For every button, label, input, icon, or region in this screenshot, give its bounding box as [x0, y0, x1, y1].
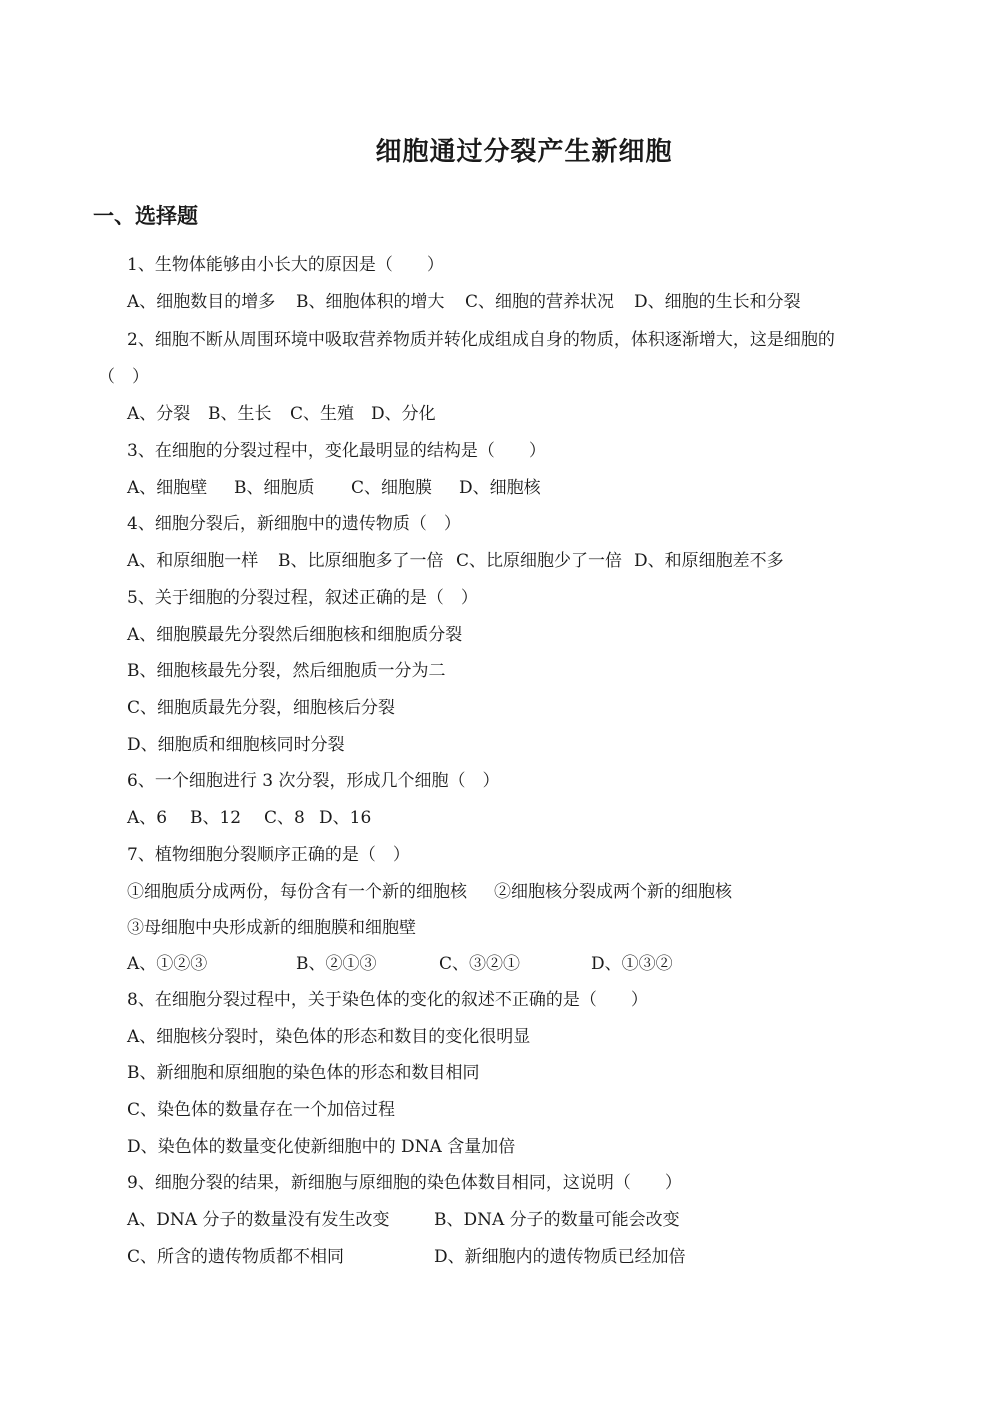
question-2-stem-continuation: （ ）: [98, 367, 149, 387]
question-2-option-a: A、分裂: [127, 404, 191, 424]
question-6-option-a: A、6: [127, 808, 168, 828]
question-2-option-c: C、生殖: [290, 404, 355, 424]
question-5-stem: 5、关于细胞的分裂过程，叙述正确的是（ ）: [127, 588, 478, 608]
question-7-option-d: D、①③②: [591, 954, 673, 974]
question-2-option-b: B、生长: [208, 404, 272, 424]
page-title: 细胞通过分裂产生新细胞: [375, 137, 673, 167]
question-7-statement-1: ①细胞质分成两份，每份含有一个新的细胞核: [127, 882, 467, 902]
question-3-option-d: D、细胞核: [459, 478, 541, 498]
question-5-option-a: A、细胞膜最先分裂然后细胞核和细胞质分裂: [127, 625, 463, 645]
question-1-option-d: D、细胞的生长和分裂: [634, 292, 801, 312]
question-8-option-b: B、新细胞和原细胞的染色体的形态和数目相同: [127, 1063, 480, 1083]
question-5-option-c: C、细胞质最先分裂，细胞核后分裂: [127, 698, 396, 718]
question-7-statement-3: ③母细胞中央形成新的细胞膜和细胞壁: [127, 918, 416, 938]
question-3-option-c: C、细胞膜: [351, 478, 433, 498]
question-2-stem: 2、细胞不断从周围环境中吸取营养物质并转化成组成自身的物质，体积逐渐增大，这是细胞的: [127, 330, 835, 350]
question-9-option-b: B、DNA 分子的数量可能会改变: [434, 1210, 680, 1230]
question-8-option-c: C、染色体的数量存在一个加倍过程: [127, 1100, 396, 1120]
question-4-stem: 4、细胞分裂后，新细胞中的遗传物质（ ）: [127, 514, 461, 534]
question-3-option-b: B、细胞质: [234, 478, 315, 498]
question-1-stem: 1、生物体能够由小长大的原因是（ ）: [127, 255, 444, 275]
question-4-option-d: D、和原细胞差不多: [634, 551, 784, 571]
question-8-option-d: D、染色体的数量变化使新细胞中的 DNA 含量加倍: [127, 1137, 516, 1157]
question-3-stem: 3、在细胞的分裂过程中，变化最明显的结构是（ ）: [127, 441, 546, 461]
question-6-option-d: D、16: [319, 808, 372, 828]
question-1-option-c: C、细胞的营养状况: [465, 292, 615, 312]
question-4-option-b: B、比原细胞多了一倍: [278, 551, 444, 571]
question-6-option-b: B、12: [190, 808, 242, 828]
question-8-option-a: A、细胞核分裂时，染色体的形态和数目的变化很明显: [127, 1027, 531, 1047]
question-9-option-a: A、DNA 分子的数量没有发生改变: [127, 1210, 390, 1230]
question-7-option-a: A、①②③: [127, 954, 208, 974]
question-7-option-b: B、②①③: [296, 954, 377, 974]
question-4-option-c: C、比原细胞少了一倍: [456, 551, 623, 571]
section-heading: 一、选择题: [93, 203, 198, 228]
question-3-option-a: A、细胞壁: [127, 478, 208, 498]
question-7-statement-2: ②细胞核分裂成两个新的细胞核: [494, 882, 732, 902]
question-1-option-b: B、细胞体积的增大: [296, 292, 445, 312]
question-5-option-d: D、细胞质和细胞核同时分裂: [127, 735, 345, 755]
question-2-option-d: D、分化: [371, 404, 436, 424]
question-5-option-b: B、细胞核最先分裂，然后细胞质一分为二: [127, 661, 446, 681]
question-9-stem: 9、细胞分裂的结果，新细胞与原细胞的染色体数目相同，这说明（ ）: [127, 1173, 682, 1193]
question-8-stem: 8、在细胞分裂过程中，关于染色体的变化的叙述不正确的是（ ）: [127, 990, 648, 1010]
question-7-stem: 7、植物细胞分裂顺序正确的是（ ）: [127, 845, 410, 865]
question-4-option-a: A、和原细胞一样: [127, 551, 259, 571]
question-1-option-a: A、细胞数目的增多: [127, 292, 276, 312]
question-6-option-c: C、8: [264, 808, 305, 828]
question-9-option-d: D、新细胞内的遗传物质已经加倍: [434, 1247, 686, 1267]
question-7-option-c: C、③②①: [439, 954, 521, 974]
question-9-option-c: C、所含的遗传物质都不相同: [127, 1247, 345, 1267]
question-6-stem: 6、一个细胞进行 3 次分裂，形成几个细胞（ ）: [127, 771, 500, 791]
